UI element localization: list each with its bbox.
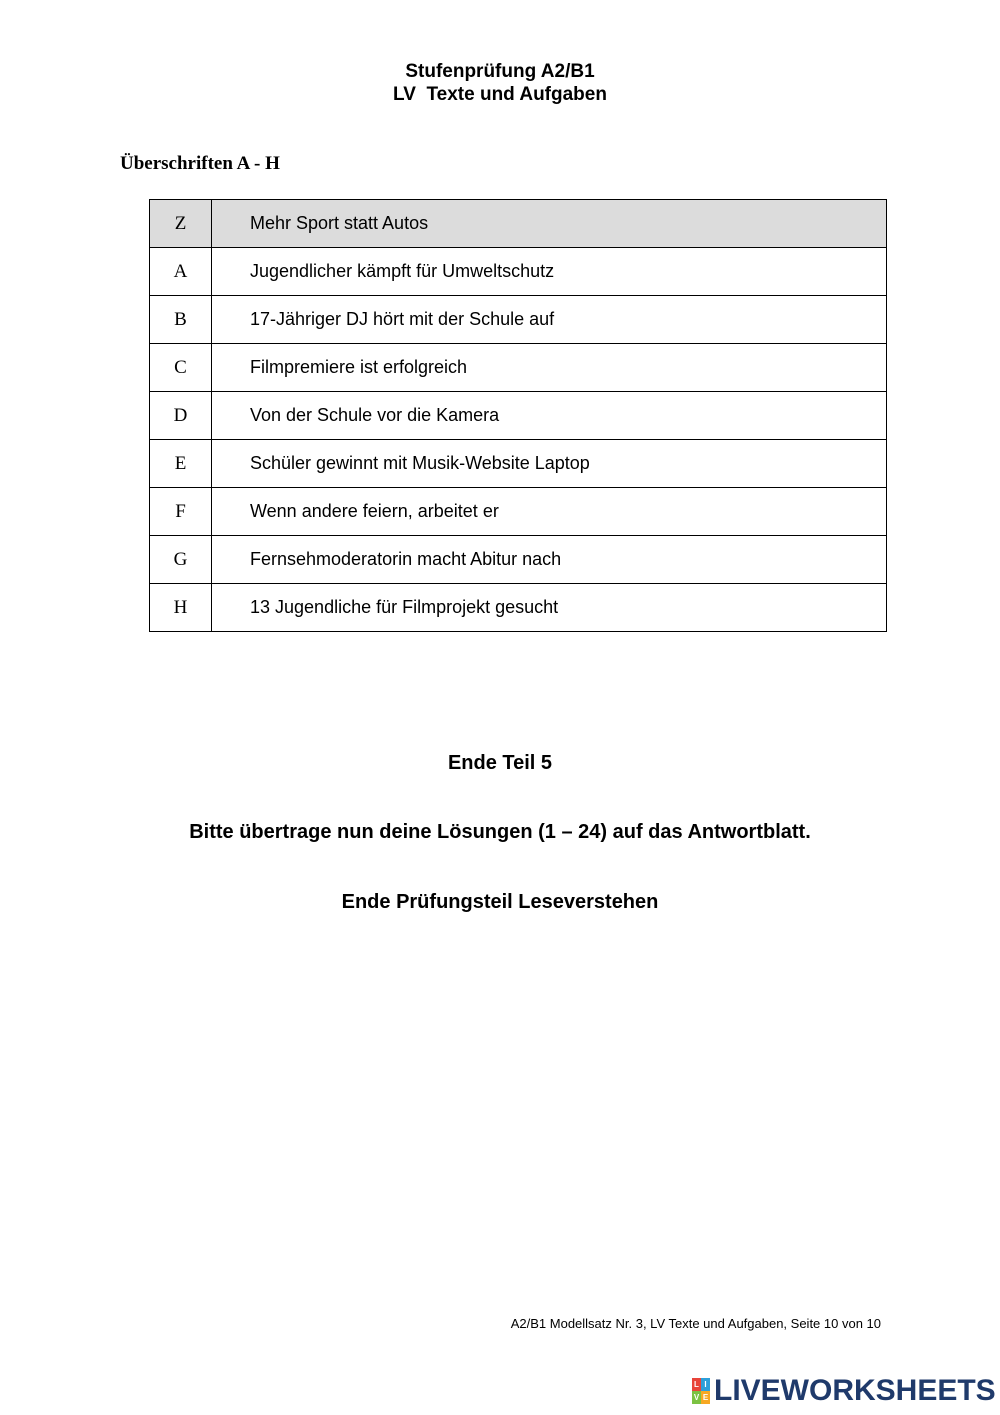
table-row <box>150 536 887 584</box>
headlines-table <box>149 199 887 632</box>
row-headline: Wenn andere feiern, arbeitet er <box>212 488 887 536</box>
row-letter: B <box>150 296 212 344</box>
table-row <box>150 344 887 392</box>
page-footer: A2/B1 Modellsatz Nr. 3, LV Texte und Aufgaben, Seite 10 von 10 <box>510 1316 881 1331</box>
logo-badge-letter: I <box>701 1378 710 1391</box>
table-row <box>150 296 887 344</box>
logo-text: LIVEWORKSHEETS <box>714 1374 996 1407</box>
logo-badge-letter: E <box>702 1393 709 1402</box>
table-row <box>150 440 887 488</box>
row-headline: 17-Jähriger DJ hört mit der Schule auf <box>212 296 887 344</box>
row-letter: A <box>150 248 212 296</box>
logo-badge-letter: V <box>693 1393 700 1402</box>
table-row <box>150 392 887 440</box>
row-headline: Jugendlicher kämpft für Umweltschutz <box>212 248 887 296</box>
table-row <box>150 584 887 632</box>
row-letter: D <box>150 392 212 440</box>
row-headline: Fernsehmoderatorin macht Abitur nach <box>212 536 887 584</box>
end-section-heading: Ende Prüfungsteil Leseverstehen <box>341 891 659 913</box>
row-letter: F <box>150 488 212 536</box>
title-line-2: LV Texte und Aufgaben <box>393 84 607 105</box>
row-headline: 13 Jugendliche für Filmprojekt gesucht <box>212 584 887 632</box>
table-row <box>150 248 887 296</box>
transfer-instruction: Bitte übertrage nun deine Lösungen (1 – 24) auf das Antwortblatt. <box>189 821 811 843</box>
title-line-1: Stufenprüfung A2/B1 <box>405 61 595 82</box>
logo-badge-letter: L <box>692 1378 701 1391</box>
table-row <box>150 488 887 536</box>
table-row-example <box>150 200 887 248</box>
row-headline: Schüler gewinnt mit Musik-Website Laptop <box>212 440 887 488</box>
logo-badge-icon <box>692 1378 710 1404</box>
row-letter: C <box>150 344 212 392</box>
row-letter: E <box>150 440 212 488</box>
row-headline: Filmpremiere ist erfolgreich <box>212 344 887 392</box>
document-title <box>0 60 1000 106</box>
end-part-heading: Ende Teil 5 <box>447 752 553 774</box>
liveworksheets-logo <box>692 1374 996 1408</box>
row-letter: Z <box>150 200 212 248</box>
row-letter: H <box>150 584 212 632</box>
row-headline: Mehr Sport statt Autos <box>212 200 887 248</box>
section-heading: Überschriften A - H <box>120 153 280 174</box>
row-letter: G <box>150 536 212 584</box>
row-headline: Von der Schule vor die Kamera <box>212 392 887 440</box>
